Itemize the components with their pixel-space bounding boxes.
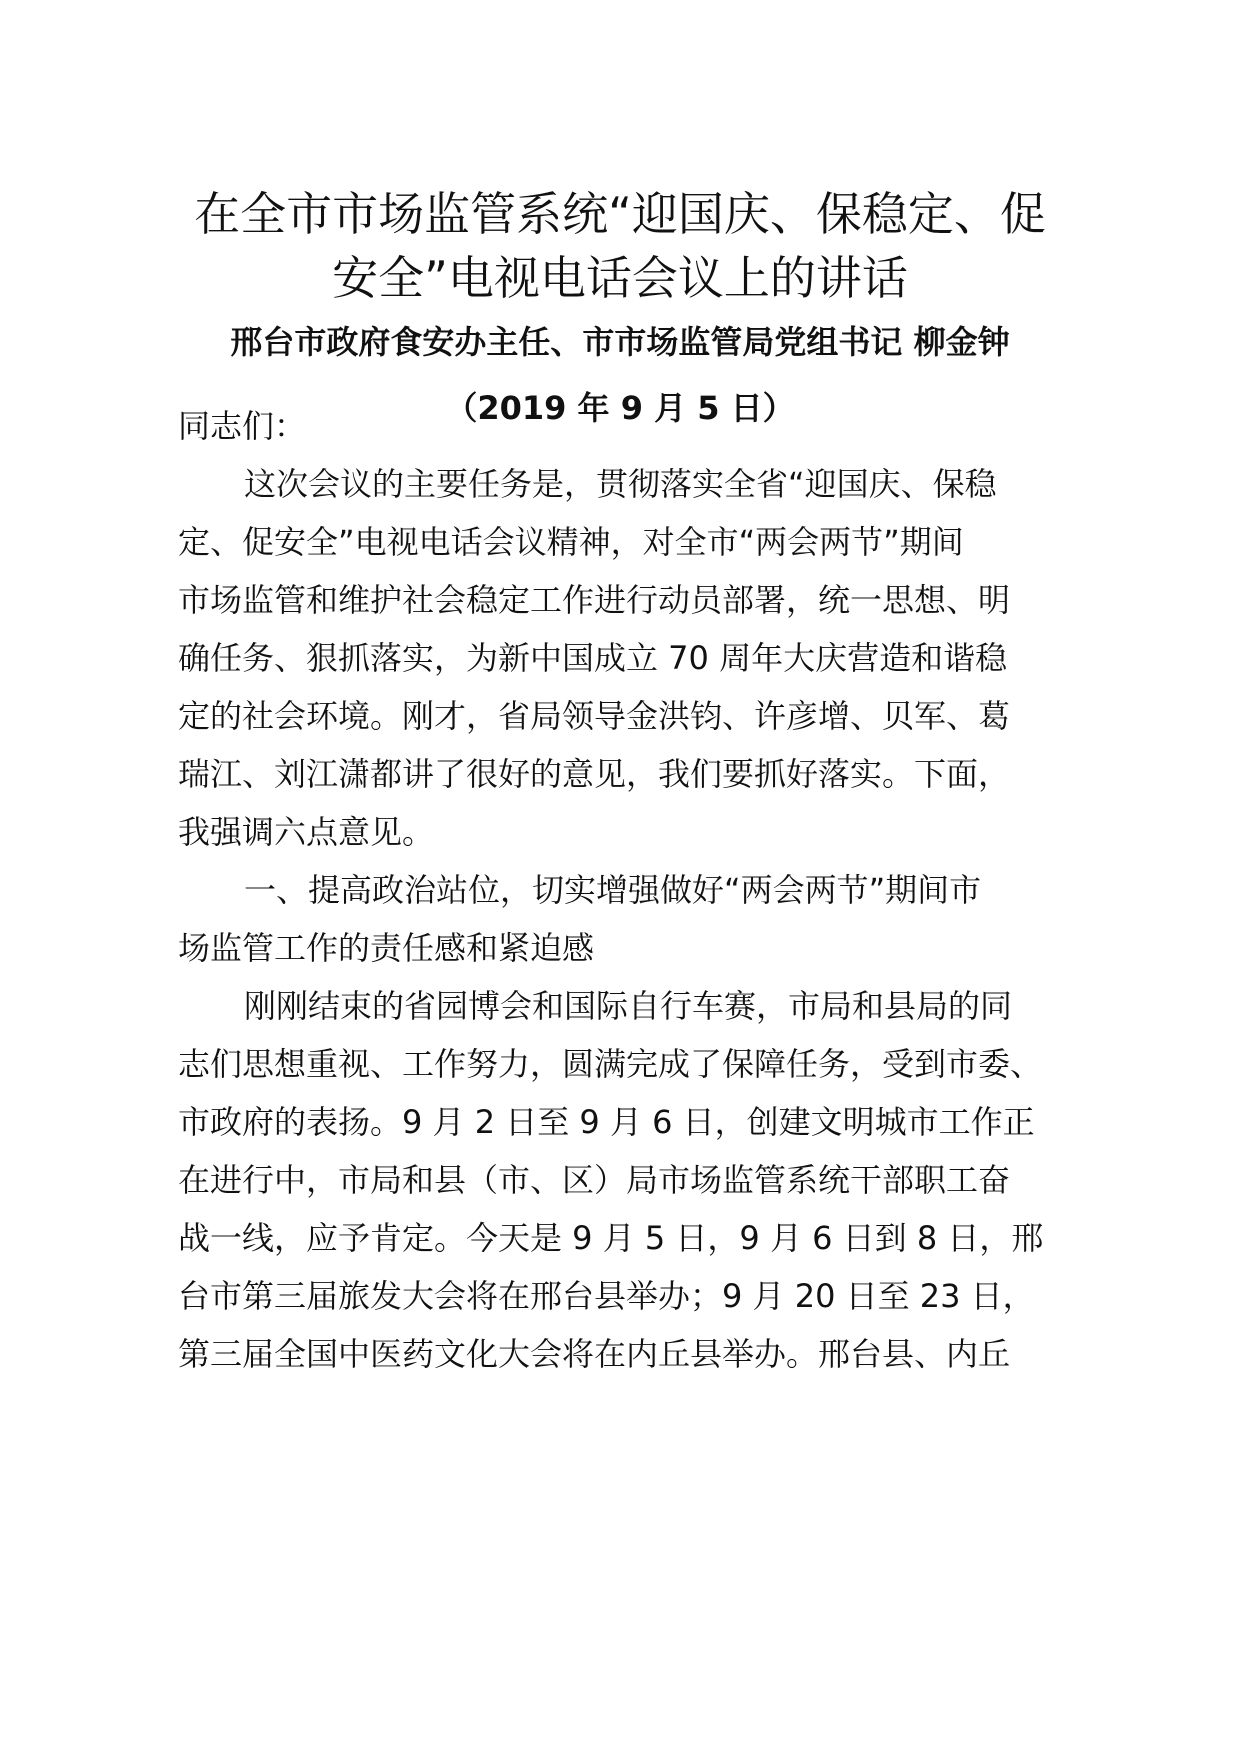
speech-date: （2019 年 9 月 5 日） (445, 389, 795, 427)
paragraph-1-line: 定的社会环境。刚才，省局领导金洪钧、许彦增、贝军、葛 (178, 697, 1011, 735)
paragraph-2-line: 志们思想重视、工作努力，圆满完成了保障任务，受到市委、 (178, 1045, 1043, 1083)
paragraph-2-line: 刚刚结束的省园博会和国际自行车赛，市局和县局的同 (244, 987, 1013, 1025)
section-heading-1-line: 场监管工作的责任感和紧迫感 (178, 929, 595, 967)
paragraph-1-line: 瑞江、刘江潇都讲了很好的意见，我们要抓好落实。下面， (178, 755, 1011, 793)
paragraph-1-line: 我强调六点意见。 (178, 813, 435, 851)
paragraph-2-line: 在进行中，市局和县（市、区）局市场监管系统干部职工奋 (178, 1161, 1011, 1199)
paragraph-1-line: 这次会议的主要任务是，贯彻落实全省“迎国庆、保稳 (244, 465, 997, 503)
section-heading-1-line: 一、提高政治站位，切实增强做好“两会两节”期间市 (244, 871, 982, 909)
paragraph-2-line: 战一线，应予肯定。今天是 9 月 5 日，9 月 6 日到 8 日，邢 (178, 1219, 1044, 1257)
speaker-byline: 邢台市政府食安办主任、市市场监管局党组书记 柳金钟 (230, 323, 1010, 361)
paragraph-1-line: 确任务、狠抓落实，为新中国成立 70 周年大庆营造和谐稳 (178, 639, 1008, 677)
paragraph-1-line: 市场监管和维护社会稳定工作进行动员部署，统一思想、明 (178, 581, 1011, 619)
paragraph-2-line: 第三届全国中医药文化大会将在内丘县举办。邢台县、内丘 (178, 1335, 1011, 1373)
paragraph-2-line: 台市第三届旅发大会将在邢台县举办；9 月 20 日至 23 日， (178, 1277, 1035, 1315)
salutation: 同志们： (178, 407, 307, 445)
document-title-line-1: 在全市市场监管系统“迎国庆、保稳定、促 (194, 187, 1046, 241)
paragraph-1-line: 定、促安全”电视电话会议精神，对全市“两会两节”期间 (178, 523, 964, 561)
paragraph-2-line: 市政府的表扬。9 月 2 日至 9 月 6 日，创建文明城市工作正 (178, 1103, 1035, 1141)
document-title-line-2: 安全”电视电话会议上的讲话 (332, 251, 908, 305)
